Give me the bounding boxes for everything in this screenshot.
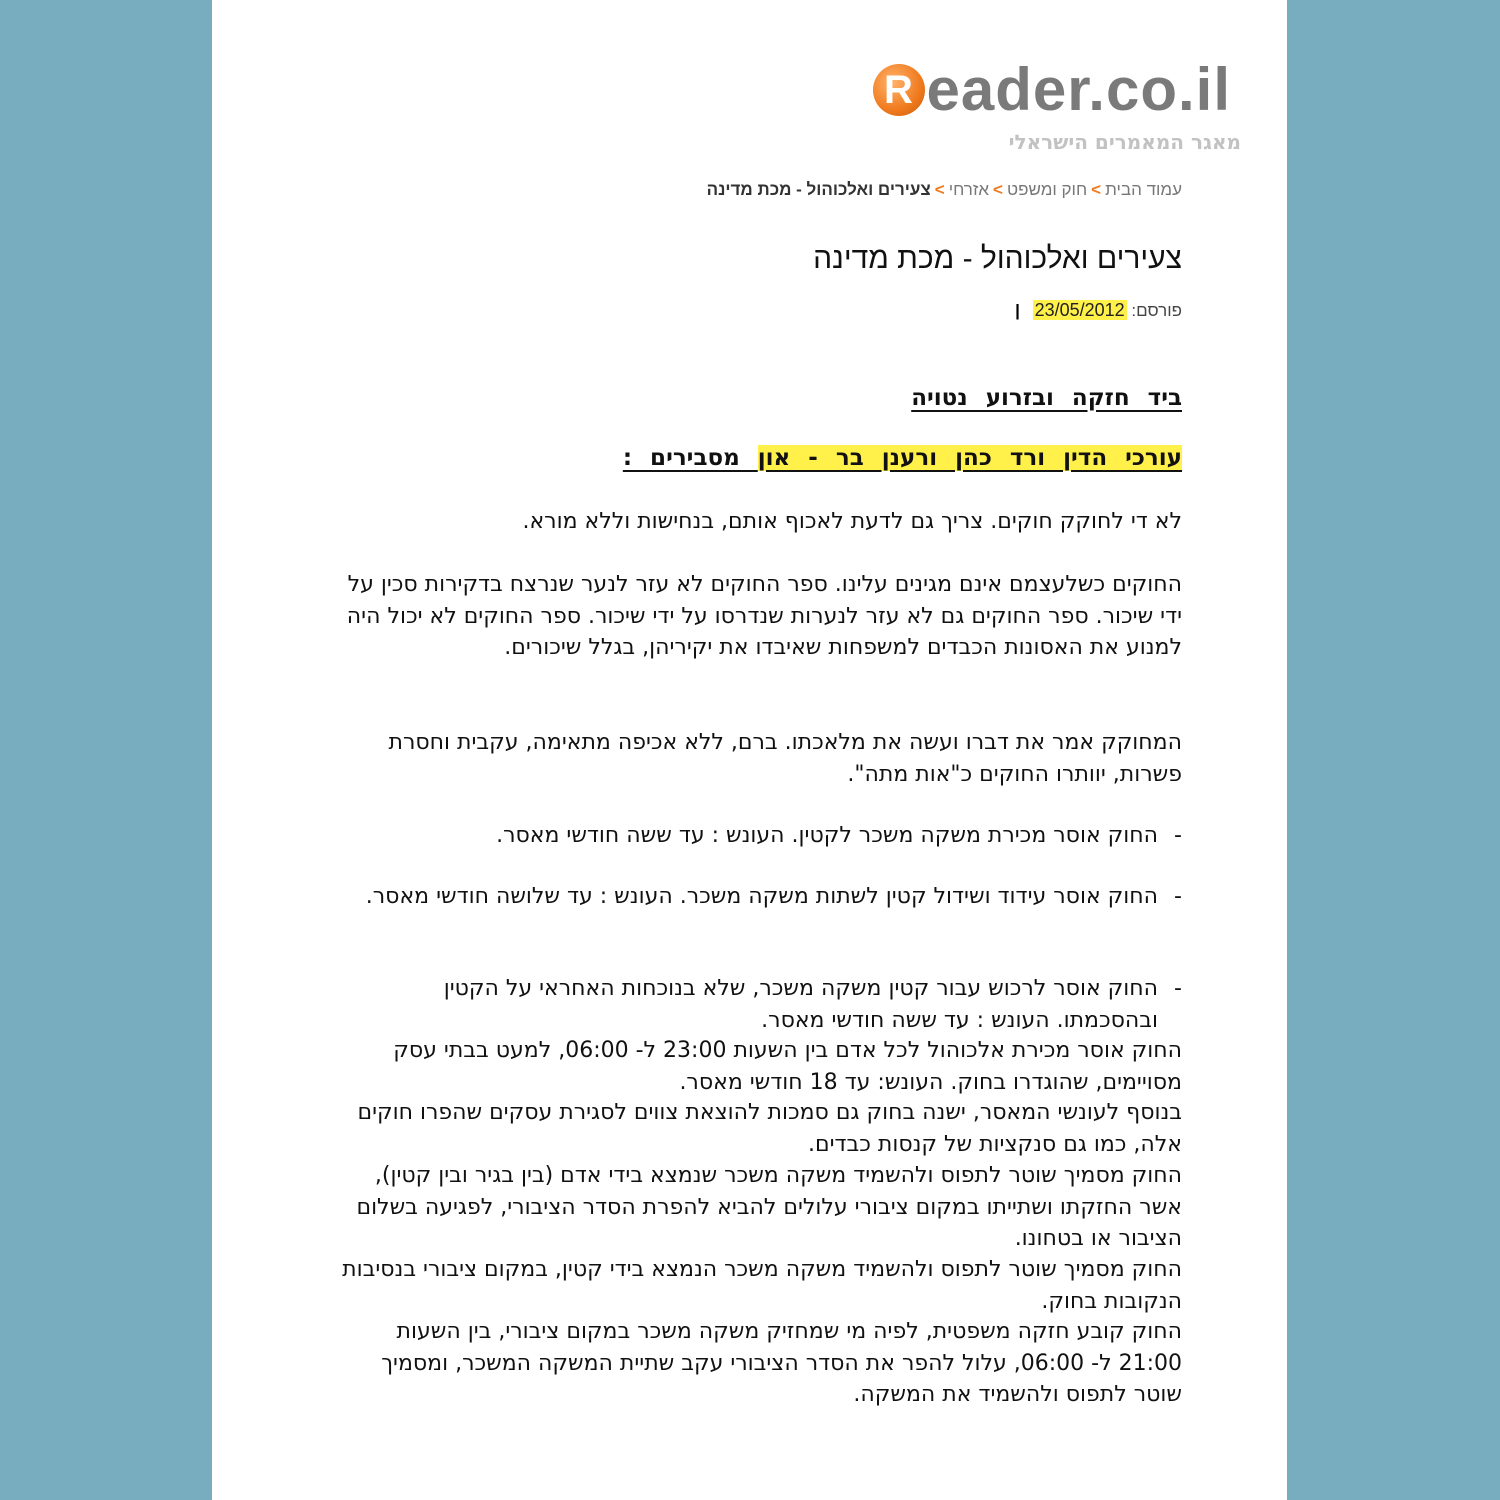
paragraph-6: החוק מסמיך שוטר לתפוס ולהשמיד משקה משכר שנמצא בידי אדם (בין בגיר ובין קטין), אשר החזקתו ושתייתו במקום ציבורי עלולים להביא להפרת הסדר הציבורי, לפגיעה בשלום הציבור או בטחונו. — [356, 1163, 1182, 1251]
authors-explain: מסבירים : — [622, 445, 758, 471]
bullet-dash: - — [1174, 884, 1182, 909]
bullet-text: החוק אוסר מכירת משקה משכר לקטין. העונש : עד ששה חודשי מאסר. — [496, 823, 1158, 848]
paragraph-4: החוק אוסר מכירת אלכוהול לכל אדם בין השעות 23:00 ל- 06:00, למעט בבתי עסק מסויימים, שהוגדרו בחוק. העונש: עד 18 חודשי מאסר. — [393, 1038, 1182, 1095]
breadcrumb-home[interactable]: עמוד הבית — [1105, 180, 1182, 199]
breadcrumb — [707, 180, 1182, 200]
article-title: צעירים ואלכוהול - מכת מדינה — [813, 242, 1182, 275]
site-logo[interactable] — [873, 55, 1232, 125]
paragraph-8: החוק קובע חזקה משפטית, לפיה מי שמחזיק משקה משכר במקום ציבורי, בין השעות 21:00 ל- 06:00, עלול להפר את הסדר הציבורי עקב שתיית המשקה המשכר, ומסמיך שוטר לתפוס ולהשמיד את המשקה. — [381, 1319, 1182, 1407]
published-pipe: | — [1015, 301, 1020, 320]
authors-names: עורכי הדין ורד כהן ורענן בר - און — [757, 445, 1182, 471]
paragraph-5: בנוסף לעונשי המאסר, ישנה בחוק גם סמכות להוצאת צווים לסגירת עסקים שהפרו חוקים אלה, כמו גם סנקציות של קנסות כבדים. — [357, 1100, 1182, 1157]
section-heading-text: ביד חזקה ובזרוע נטויה — [911, 385, 1182, 411]
breadcrumb-current: צעירים ואלכוהול - מכת מדינה — [706, 180, 931, 199]
breadcrumb-law[interactable]: חוק ומשפט — [1006, 180, 1088, 199]
logo-text: eader.co.il — [926, 56, 1231, 123]
paragraph-3: המחוקק אמר את דברו ועשה את מלאכתו. ברם, ללא אכיפה מתאימה, עקבית וחסרת פשרות, יוותרו החוקים כ"אות מתה". — [388, 730, 1182, 787]
breadcrumb-civil[interactable]: אזרחי — [948, 180, 990, 199]
bullet-dash: - — [1174, 976, 1182, 1001]
bullet-item — [298, 820, 1182, 852]
paragraph-7: החוק מסמיך שוטר לתפוס ולהשמיד משקה משכר הנמצא בידי קטין, במקום ציבורי בנסיבות הנקובות בחוק. — [342, 1257, 1182, 1314]
bullet-text: החוק אוסר לרכוש עבור קטין משקה משכר, שלא בנוכחות האחראי על הקטין ובהסכמתו. העונש : עד ששה חודשי מאסר. — [443, 976, 1158, 1033]
section-heading — [302, 383, 1182, 415]
paragraph-1: לא די לחוקק חוקים. צריך גם לדעת לאכוף אותם, בנחישות וללא מורא. — [522, 509, 1182, 534]
document-page — [212, 0, 1287, 1500]
breadcrumb-separator: > — [1091, 180, 1102, 199]
paragraph-2: החוקים כשלעצמם אינם מגינים עלינו. ספר החוקים לא עזר לנער שנרצח בדקירות סכין על ידי שיכור. ספר החוקים גם לא עזר לנערות שנדרסו על ידי שיכור. ספר החוקים לא יכול היה למנוע את האסונות הכבדים למשפחות שאיבדו את יקיריהן, בגלל שיכורים. — [346, 572, 1182, 660]
published-line — [1015, 300, 1182, 321]
breadcrumb-separator: > — [934, 180, 945, 199]
published-date: 23/05/2012 — [1034, 300, 1125, 320]
bullet-item — [343, 881, 1182, 913]
bullet-item — [368, 973, 1182, 1036]
breadcrumb-separator: > — [993, 180, 1003, 199]
logo-badge: R — [873, 64, 925, 116]
authors-heading — [302, 443, 1182, 475]
bullet-text: החוק אוסר עידוד ושידול קטין לשתות משקה משכר. העונש : עד שלושה חודשי מאסר. — [365, 884, 1158, 909]
bullet-dash: - — [1174, 823, 1182, 848]
site-tagline: מאגר המאמרים הישראלי — [1008, 130, 1241, 154]
published-label: פורסם: — [1131, 301, 1182, 320]
